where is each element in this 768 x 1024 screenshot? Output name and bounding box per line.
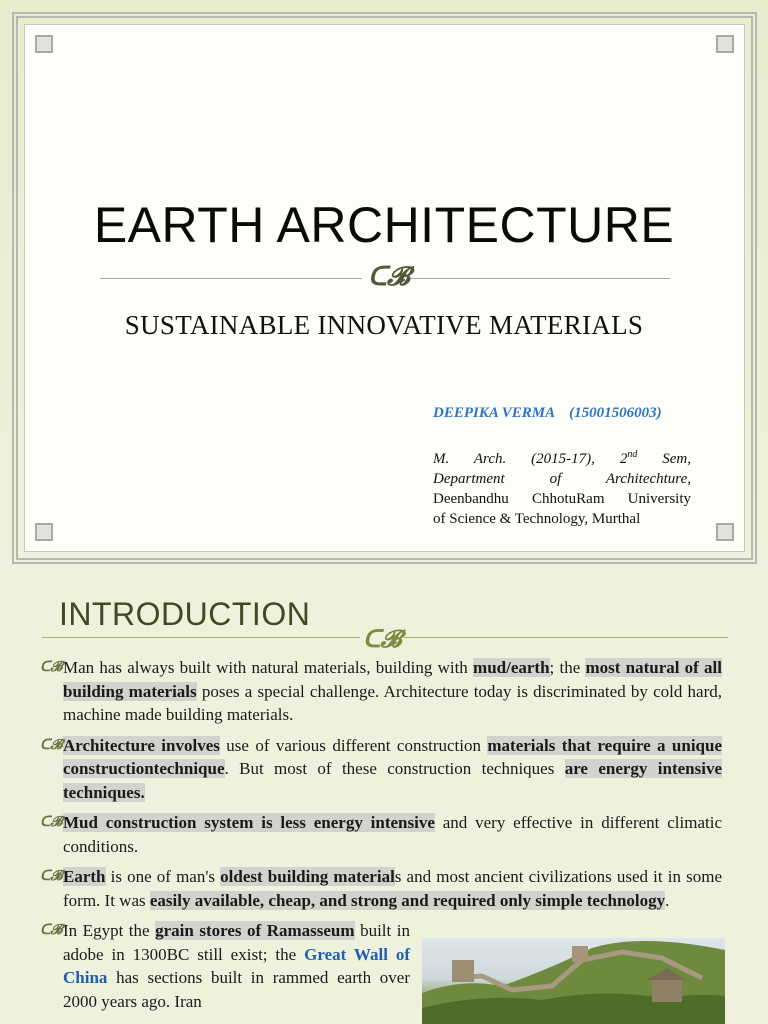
section-title: INTRODUCTION <box>59 596 311 632</box>
slide-title: EARTH ARCHITECTURE <box>93 197 675 253</box>
list-item: ᑕ𝓑 Mud construction system is less energy intensive and very effective in different climatic conditions. <box>40 813 722 856</box>
frame-corner <box>35 523 53 541</box>
frame-corner <box>716 35 734 53</box>
divider-right <box>410 278 670 279</box>
great-wall-image <box>422 938 725 1024</box>
divider-right <box>404 637 728 638</box>
bullet-icon: ᑕ𝓑 <box>40 868 63 884</box>
divider-left <box>100 278 362 279</box>
bullet-icon: ᑕ𝓑 <box>40 659 63 675</box>
bullet-icon: ᑕ𝓑 <box>40 922 63 938</box>
list-item: ᑕ𝓑 Man has always built with natural materials, building with mud/earth; the most natural of all building materials poses a special challenge. Architecture today is discriminated by cold hard, machine made building materials. <box>40 658 723 724</box>
frame-corner <box>35 35 53 53</box>
bullet-icon: ᑕ𝓑 <box>40 814 63 830</box>
affiliation-course: M. Arch. (2015-17), 2nd Sem, <box>433 449 691 467</box>
ornament-icon: ᑕ𝓑 <box>368 262 410 292</box>
list-item: ᑕ𝓑 In Egypt the grain stores of Ramasseum built in adobe in 1300BC still exist; the Great Wall of China has sections built in rammed earth over 2000 years ago. Iran <box>40 921 410 1011</box>
ornament-icon: ᑕ𝓑 <box>363 624 402 653</box>
author-line <box>433 405 662 422</box>
introduction-slide <box>0 574 768 1024</box>
affiliation-department: Department of Architechture, <box>433 471 691 487</box>
author-name: DEEPIKA VERMA <box>433 405 556 421</box>
great-wall-photo <box>422 938 725 1024</box>
affiliation-location: of Science & Technology, Murthal <box>433 511 641 527</box>
slide-subtitle: SUSTAINABLE INNOVATIVE MATERIALS <box>124 310 644 340</box>
frame-corner <box>716 523 734 541</box>
divider-left <box>42 637 360 638</box>
list-item: ᑕ𝓑 Earth is one of man's oldest building materials and most ancient civilizations used it in some form. It was easily available, cheap, and strong and required only simple technology. <box>40 867 722 910</box>
affiliation-university: Deenbandhu ChhotuRam University <box>433 491 691 507</box>
list-item: ᑕ𝓑 Architecture involves use of various different construction materials that require a unique constructiontechnique. But most of these construction techniques are energy intensive techniques. <box>40 735 723 802</box>
bullet-icon: ᑕ𝓑 <box>40 736 63 753</box>
affiliation <box>433 445 691 529</box>
author-id: (15001506003) <box>569 405 662 421</box>
